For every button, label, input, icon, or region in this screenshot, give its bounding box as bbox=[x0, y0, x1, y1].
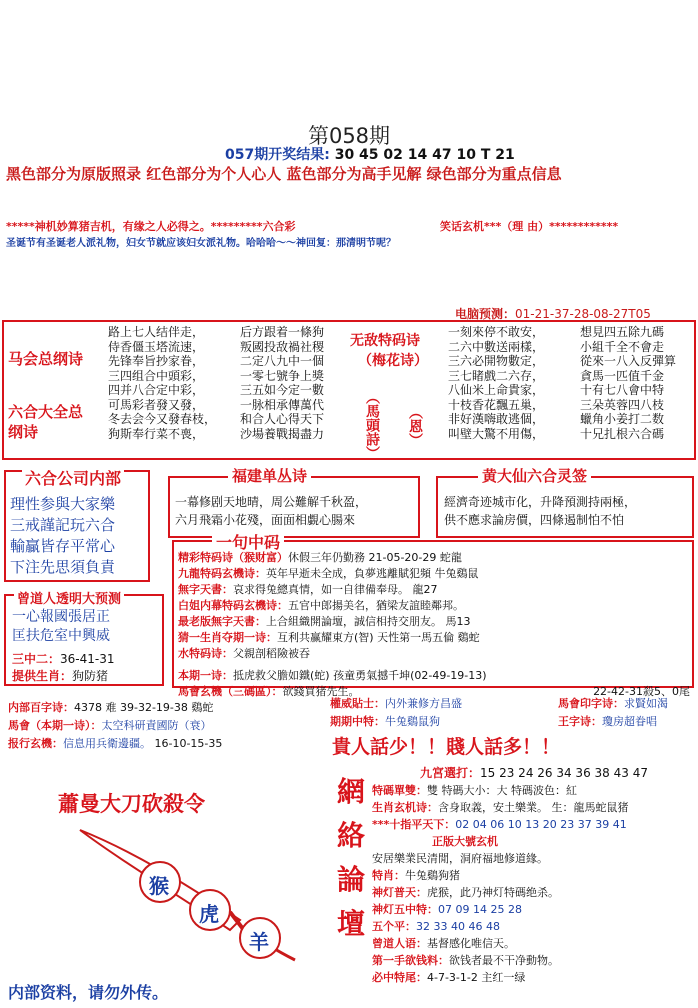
result-line bbox=[225, 144, 515, 164]
wangluo-title: 網絡論壇 bbox=[336, 775, 365, 940]
yiju-text: 欲錢買猪先生。 bbox=[282, 685, 360, 698]
neibu-row-1 bbox=[8, 700, 213, 716]
issue-title: 第058期 bbox=[307, 124, 391, 148]
poem-line: 三朵英蓉四八枝 bbox=[580, 397, 665, 412]
wangluo-value: 欲钱者最不干净動物。 bbox=[449, 954, 559, 967]
guiren-line: 一心報國張居正 bbox=[12, 609, 110, 625]
fujian-left: 一幕修剧天地晴，周公難解千秋盈， bbox=[175, 495, 368, 509]
three-label: 三中二： bbox=[12, 652, 61, 666]
poem-line: 先锋奉旨抄家眷， bbox=[108, 354, 205, 368]
yiju-label: 最老版無字天書： bbox=[178, 615, 266, 628]
poem-line: 小組千全不會走 bbox=[580, 339, 665, 354]
wangluo-label: 五个平： bbox=[372, 920, 416, 933]
computer-value: 01-21-37-28-08-27T05 bbox=[515, 307, 651, 321]
wangzi-label: 王字诗： bbox=[558, 715, 602, 728]
yiju-text: 五官中郎揚美名，猶梁友誼睦鄰邦。 bbox=[288, 599, 464, 612]
yiju-text: 英年早逝未全成，負夢逃離賦犯頻 bbox=[266, 567, 431, 580]
neibu-value: 信息用兵衛邊疆。 bbox=[63, 737, 151, 750]
three-value: 36-41-31 bbox=[60, 652, 115, 666]
weiji-label: 權威貼士： bbox=[330, 697, 385, 710]
wangluo-label: 特碼單雙： bbox=[372, 784, 427, 797]
neibu-row-3 bbox=[8, 736, 222, 752]
wangluo-label: 生肖玄机诗： bbox=[372, 801, 438, 814]
mahui-title-1: 马会总纲诗 bbox=[8, 350, 84, 368]
yiju-label: 精彩特码诗（猴财富） bbox=[178, 551, 288, 564]
jiuxiao-label: 九宮選打： bbox=[420, 766, 481, 780]
neibu-value: 4378 难 39-32-19-38 bbox=[74, 701, 188, 714]
wangluo-label: 正版大號玄机 bbox=[432, 835, 498, 848]
poem-line: 和合人心得天下 bbox=[240, 412, 325, 426]
jiuxiao-value: 15 23 24 26 34 36 38 43 47 bbox=[480, 766, 648, 780]
yiju-label: 猜一生肖夺期一诗： bbox=[178, 631, 277, 644]
topline-left: *****神机妙算猪吉机，有缘之人必得之。*********六合彩 bbox=[6, 220, 296, 233]
nolose-vertical-2: （恩） bbox=[407, 405, 423, 447]
yiju-tail: 龍27 bbox=[412, 583, 438, 596]
yiju-rows bbox=[178, 550, 690, 700]
poem-line: 從來一八入反彈算 bbox=[580, 354, 677, 368]
guiren-lines bbox=[12, 608, 110, 646]
poem-line: 狗斯奉行菜不喪， bbox=[108, 426, 205, 441]
nolose-title-1: 无敌特码诗 bbox=[350, 333, 420, 349]
wangluo-label: ***十指平天下： bbox=[372, 818, 456, 831]
zhongte-label: 期期中特： bbox=[330, 715, 385, 728]
slogan: 貴人話少！！賤人話多！！ bbox=[332, 736, 561, 758]
poem-line: 二六中數送兩樣， bbox=[448, 339, 545, 354]
neibu-tail: 鷄蛇 bbox=[191, 701, 214, 714]
poem-line: 叛國投敌禍社稷 bbox=[240, 339, 325, 354]
poem-line: 三六必開物數定， bbox=[448, 354, 545, 368]
poem-line: 冬去会今又發春枝， bbox=[108, 412, 217, 426]
poem-line: 侍香僵玉塔流速， bbox=[108, 339, 205, 354]
poem-line: 貪馬一匹值千金 bbox=[580, 368, 665, 383]
yiju-tail: 蛇龍 bbox=[439, 551, 462, 564]
wangluo-rows bbox=[372, 782, 694, 986]
neibu-row-2 bbox=[8, 718, 212, 734]
poem-line: 路上七人结伴走， bbox=[108, 325, 205, 339]
nolose-title-2: （梅花诗） bbox=[358, 353, 428, 369]
guiren-three bbox=[12, 650, 114, 667]
yiju-tail: 22-42-31殺5、0尾 bbox=[593, 685, 690, 698]
topline-right: 笑话玄机***（理 由）************ bbox=[440, 220, 619, 233]
poem-line: 叫壁大驚不用傷， bbox=[448, 426, 545, 441]
poem-line: 三五如今定一數 bbox=[240, 383, 325, 397]
yiju-text: 父親剖稻險被吞 bbox=[233, 647, 310, 660]
wangluo-value: 虎猴，此乃神灯特碼绝杀。 bbox=[427, 886, 559, 899]
wangluo-value: 含身取義，安土樂業。 生：龍馬蛇鼠猪 bbox=[438, 801, 629, 814]
poem-line: 三七睹戲二六存， bbox=[448, 368, 545, 383]
fujian-text bbox=[175, 493, 367, 529]
dao-footer: 内部资料，请勿外传。 bbox=[8, 983, 169, 1002]
yiju-text: 哀求得兔總真情，如一自律備奉母。 bbox=[233, 583, 409, 596]
dao-badge-3: 羊 bbox=[249, 930, 269, 954]
poem-line: 一脉相承傳萬代 bbox=[240, 397, 325, 412]
mahui-title-2: 六合大全总纲诗 bbox=[8, 403, 84, 441]
yiju-label: 九龍特码玄機诗： bbox=[178, 567, 266, 580]
wangluo-label: 特肖： bbox=[372, 869, 405, 882]
provider-value: 狗防猪 bbox=[72, 669, 109, 683]
yiju-text: 上合組織開論壇，誠信相持交朋友。 bbox=[266, 615, 442, 628]
guiren-line: 匡扶危室中興威 bbox=[12, 628, 110, 644]
poem-line: 四并八合定中彩， bbox=[108, 383, 205, 397]
wangluo-value: 雙 特碼大小：大 特碼波色：紅 bbox=[427, 784, 577, 797]
fujian-title: 福建单丛诗 bbox=[228, 465, 311, 486]
wangluo-value: 安居樂業民清閒，洞府福地修道緣。 bbox=[372, 852, 548, 865]
yiju-text: 抵虎救父膽如鐵(蛇) 孩童勇氣撼千坤(02-49-19-13) bbox=[233, 669, 487, 682]
wangzi-value: 瓊房超眷唱 bbox=[602, 715, 657, 728]
dao-badge-1: 猴 bbox=[149, 874, 169, 898]
zhongte-row bbox=[330, 714, 440, 730]
poem-line: 十枝香花飄五巢， bbox=[448, 397, 545, 412]
yiju-title: 一句中码 bbox=[212, 530, 284, 553]
zhongte-value: 牛兔鷄鼠狗 bbox=[385, 715, 440, 728]
wangluo-value: 07 09 14 25 28 bbox=[438, 903, 522, 916]
yiju-label: 本期一诗： bbox=[178, 669, 233, 682]
poem-line: 后方跟着一條狗 bbox=[240, 325, 325, 339]
company-line: 輸贏皆存平常心 bbox=[10, 537, 116, 555]
fujian-right: 六月飛霜小花殘，面面相覷心腸來 bbox=[175, 513, 356, 527]
poem-line: 一零七號争上獎 bbox=[240, 368, 325, 383]
liuhe-company-lines bbox=[10, 494, 115, 578]
company-line: 下注先思須負責 bbox=[10, 558, 116, 576]
poem-line: 可馬彩者發又發， bbox=[108, 397, 205, 412]
mahui-col-1 bbox=[108, 325, 238, 441]
wangzi-row bbox=[558, 714, 657, 730]
poem-line: 沙場養戰揭盡力 bbox=[240, 426, 325, 441]
neibu-label: 报行玄機： bbox=[8, 737, 63, 750]
nolose-vertical-1: （馬頭詩） bbox=[364, 390, 380, 460]
yiju-tail: 牛兔鷄鼠 bbox=[434, 567, 479, 580]
yiju-label: 水特码诗： bbox=[178, 647, 233, 660]
huang-left: 經濟奇迹城市化，升降預測持兩極， bbox=[444, 495, 637, 509]
company-line: 三戒謹記玩六合 bbox=[10, 516, 116, 534]
poem-line: 八仙米上命貴家， bbox=[448, 383, 545, 397]
wangluo-label: 神灯五中特： bbox=[372, 903, 438, 916]
wangluo-label: 必中特尾： bbox=[372, 971, 427, 984]
mahui-yinzi-label: 馬會印字诗： bbox=[558, 697, 624, 710]
neibu-tail: 16-10-15-35 bbox=[154, 737, 223, 750]
wangluo-value: 基督感化唯信天。 bbox=[427, 937, 515, 950]
yiju-tail: 鷄蛇 bbox=[457, 631, 480, 644]
liuhe-company-title: 六合公司内部 bbox=[22, 466, 124, 489]
wangluo-value: 4-7-3-1-2 主红一绿 bbox=[427, 971, 526, 984]
poem-line: 蠟角小姜打二数 bbox=[580, 412, 665, 426]
yiju-text: 休假三年仍勤務 21-05-20-29 bbox=[288, 551, 437, 564]
nolose-col-2 bbox=[580, 325, 696, 441]
poem-line: 十有七八會中特 bbox=[580, 383, 665, 397]
weiji-value: 内外兼修方昌盛 bbox=[385, 697, 462, 710]
poem-line: 想見四五除九碼 bbox=[580, 325, 665, 339]
wangluo-value: 牛兔鷄狗猪 bbox=[405, 869, 460, 882]
computer-label: 电脑预测： bbox=[455, 307, 516, 321]
result-label: 057期开奖结果: bbox=[225, 147, 330, 163]
legend-line: 黑色部分为原版照录 红色部分为个人心人 蓝色部分为高手见解 绿色部分为重点信息 bbox=[6, 165, 562, 183]
huang-title: 黄大仙六合灵签 bbox=[478, 465, 591, 486]
wangluo-label: 第一手欲钱料： bbox=[372, 954, 449, 967]
poem-line: 三四组合中頭彩， bbox=[108, 368, 205, 383]
company-line: 理性参與大家樂 bbox=[10, 495, 116, 513]
huang-text bbox=[444, 493, 636, 529]
yiju-tail: 馬13 bbox=[445, 615, 471, 628]
huang-right: 供不應求論房價，四條遏制怕不怕 bbox=[444, 513, 625, 527]
guiren-provider bbox=[12, 667, 108, 684]
wangluo-value: 02 04 06 10 13 20 23 37 39 41 bbox=[455, 818, 627, 831]
jiuxiao-row bbox=[420, 764, 648, 781]
poem-line: 非好漢嗨敢逃個， bbox=[448, 412, 545, 426]
weiji-row bbox=[330, 696, 462, 712]
poem-line: 一刻來停不敢安， bbox=[448, 325, 545, 339]
poem-line: 十兄扎根六合碼 bbox=[580, 426, 665, 441]
neibu-label: 馬會（本期一诗）： bbox=[8, 719, 102, 732]
yiju-label: 馬會玄機（三碼區）： bbox=[178, 685, 283, 698]
sword-illustration bbox=[60, 820, 310, 970]
guiren-title: 曾道人透明大预测 bbox=[14, 588, 124, 607]
mahui-col-2 bbox=[240, 325, 350, 441]
neibu-label: 内部百字诗： bbox=[8, 701, 74, 714]
joke-line: 圣诞节有圣诞老人派礼物，妇女节就应该妇女派礼物。哈哈哈～～神回复：那清明节呢？ bbox=[6, 238, 396, 249]
wangluo-label: 曾道人语： bbox=[372, 937, 427, 950]
neibu-value: 太空科研責國防（衰） bbox=[101, 719, 212, 732]
provider-label: 提供生肖： bbox=[12, 669, 73, 683]
nolose-col-1 bbox=[448, 325, 582, 441]
dao-badge-2: 虎 bbox=[199, 902, 219, 926]
mahui-yinzi-value: 求賢如渴 bbox=[624, 697, 668, 710]
yiju-label: 無字天書： bbox=[178, 583, 233, 596]
result-numbers: 30 45 02 14 47 10 T 21 bbox=[334, 147, 515, 163]
wangluo-value: 32 33 40 46 48 bbox=[416, 920, 500, 933]
wangluo-label: 神灯普天： bbox=[372, 886, 427, 899]
mahui-yinzi-row bbox=[558, 696, 668, 712]
poem-line: 二定八九中一個 bbox=[240, 354, 325, 368]
yiju-text: 互利共赢耀東方(智) 天性第一馬五倫 bbox=[277, 631, 455, 644]
dao-title: 蕭曼大刀砍殺令 bbox=[58, 792, 205, 816]
yiju-label: 白姐内幕特码玄機诗： bbox=[178, 599, 288, 612]
